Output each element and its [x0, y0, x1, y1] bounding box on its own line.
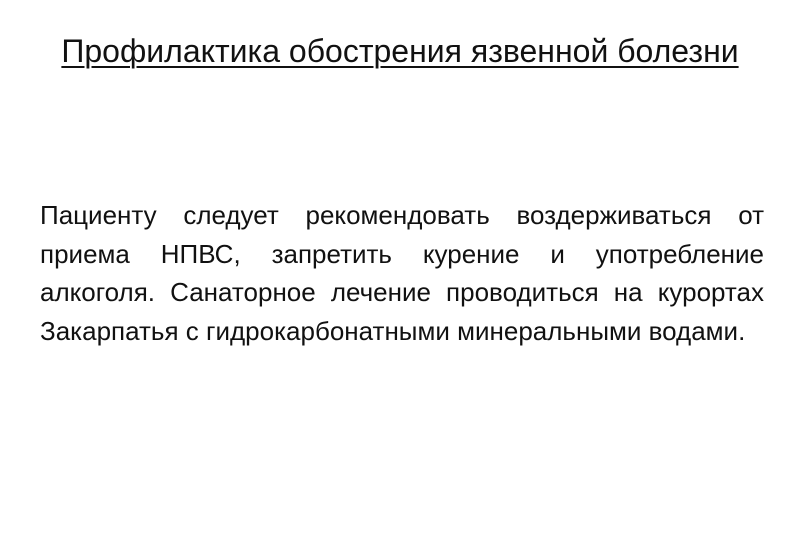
slide-title: Профилактика обострения язвенной болезни [61, 33, 739, 69]
slide-body-text: Пациенту следует рекомендовать воздерживаться от приема НПВС, запретить курение и употребление алкоголя. Санаторное лечение проводиться на курортах Закарпатья с гидрокарбонатными минеральными водами. [40, 200, 764, 346]
